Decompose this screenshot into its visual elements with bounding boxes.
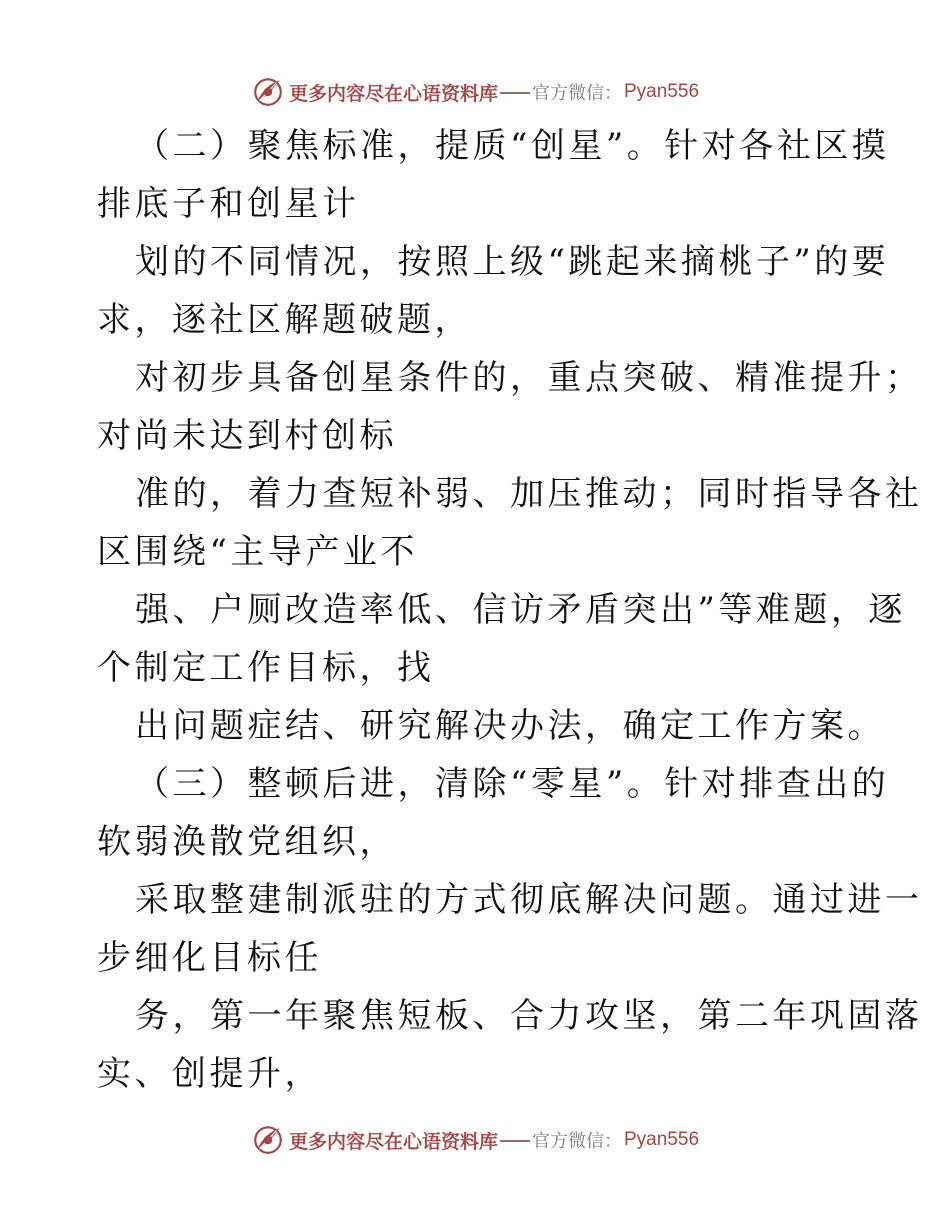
body-line: 采取整建制派驻的方式彻底解决问题。通过进一 [135,880,923,920]
body-line: 划的不同情况，按照上级“跳起来摘桃子”的要 [135,242,890,282]
header-official-label: 官方微信： [532,83,622,104]
body-line: 求，逐社区解题破题， [97,300,472,340]
quill-pen-logo-icon [251,75,285,109]
body-line: 强、户厕改造率低、信访矛盾突出”等难题，逐 [135,590,906,630]
body-line: 步细化目标任 [97,938,322,978]
footer-brand-text: 更多内容尽在心语资料库 [288,1130,498,1153]
footer-watermark [0,1120,950,1160]
header-dash [500,92,530,94]
body-line: 对初步具备创星条件的，重点突破、精准提升； [135,358,923,398]
quill-pen-logo-icon [251,1123,285,1157]
footer-wechat-id: Pyan556 [624,1129,700,1150]
body-line: 出问题症结、研究解决办法，确定工作方案。 [135,706,885,746]
body-line: 排底子和创星计 [97,184,360,224]
body-line: 务，第一年聚焦短板、合力攻坚，第二年巩固落 [135,996,923,1036]
header-wechat-id: Pyan556 [624,81,700,102]
body-line: 实、创提升， [97,1054,322,1094]
body-line: 区围绕“主导产业不 [97,532,418,572]
body-line: 对尚未达到村创标 [97,416,397,456]
header-watermark [0,72,950,112]
body-line: 准的，着力查短补弱、加压推动；同时指导各社 [135,474,923,514]
footer-dash [500,1140,530,1142]
body-line: 个制定工作目标，找 [97,648,435,688]
body-line: 软弱涣散党组织， [97,822,397,862]
footer-official-label: 官方微信： [532,1131,622,1152]
body-line: （三）整顿后进，清除“零星”。针对排查出的 [135,764,890,804]
header-brand-text: 更多内容尽在心语资料库 [288,82,498,105]
body-line: （二）聚焦标准，提质“创星”。针对各社区摸 [135,126,890,166]
